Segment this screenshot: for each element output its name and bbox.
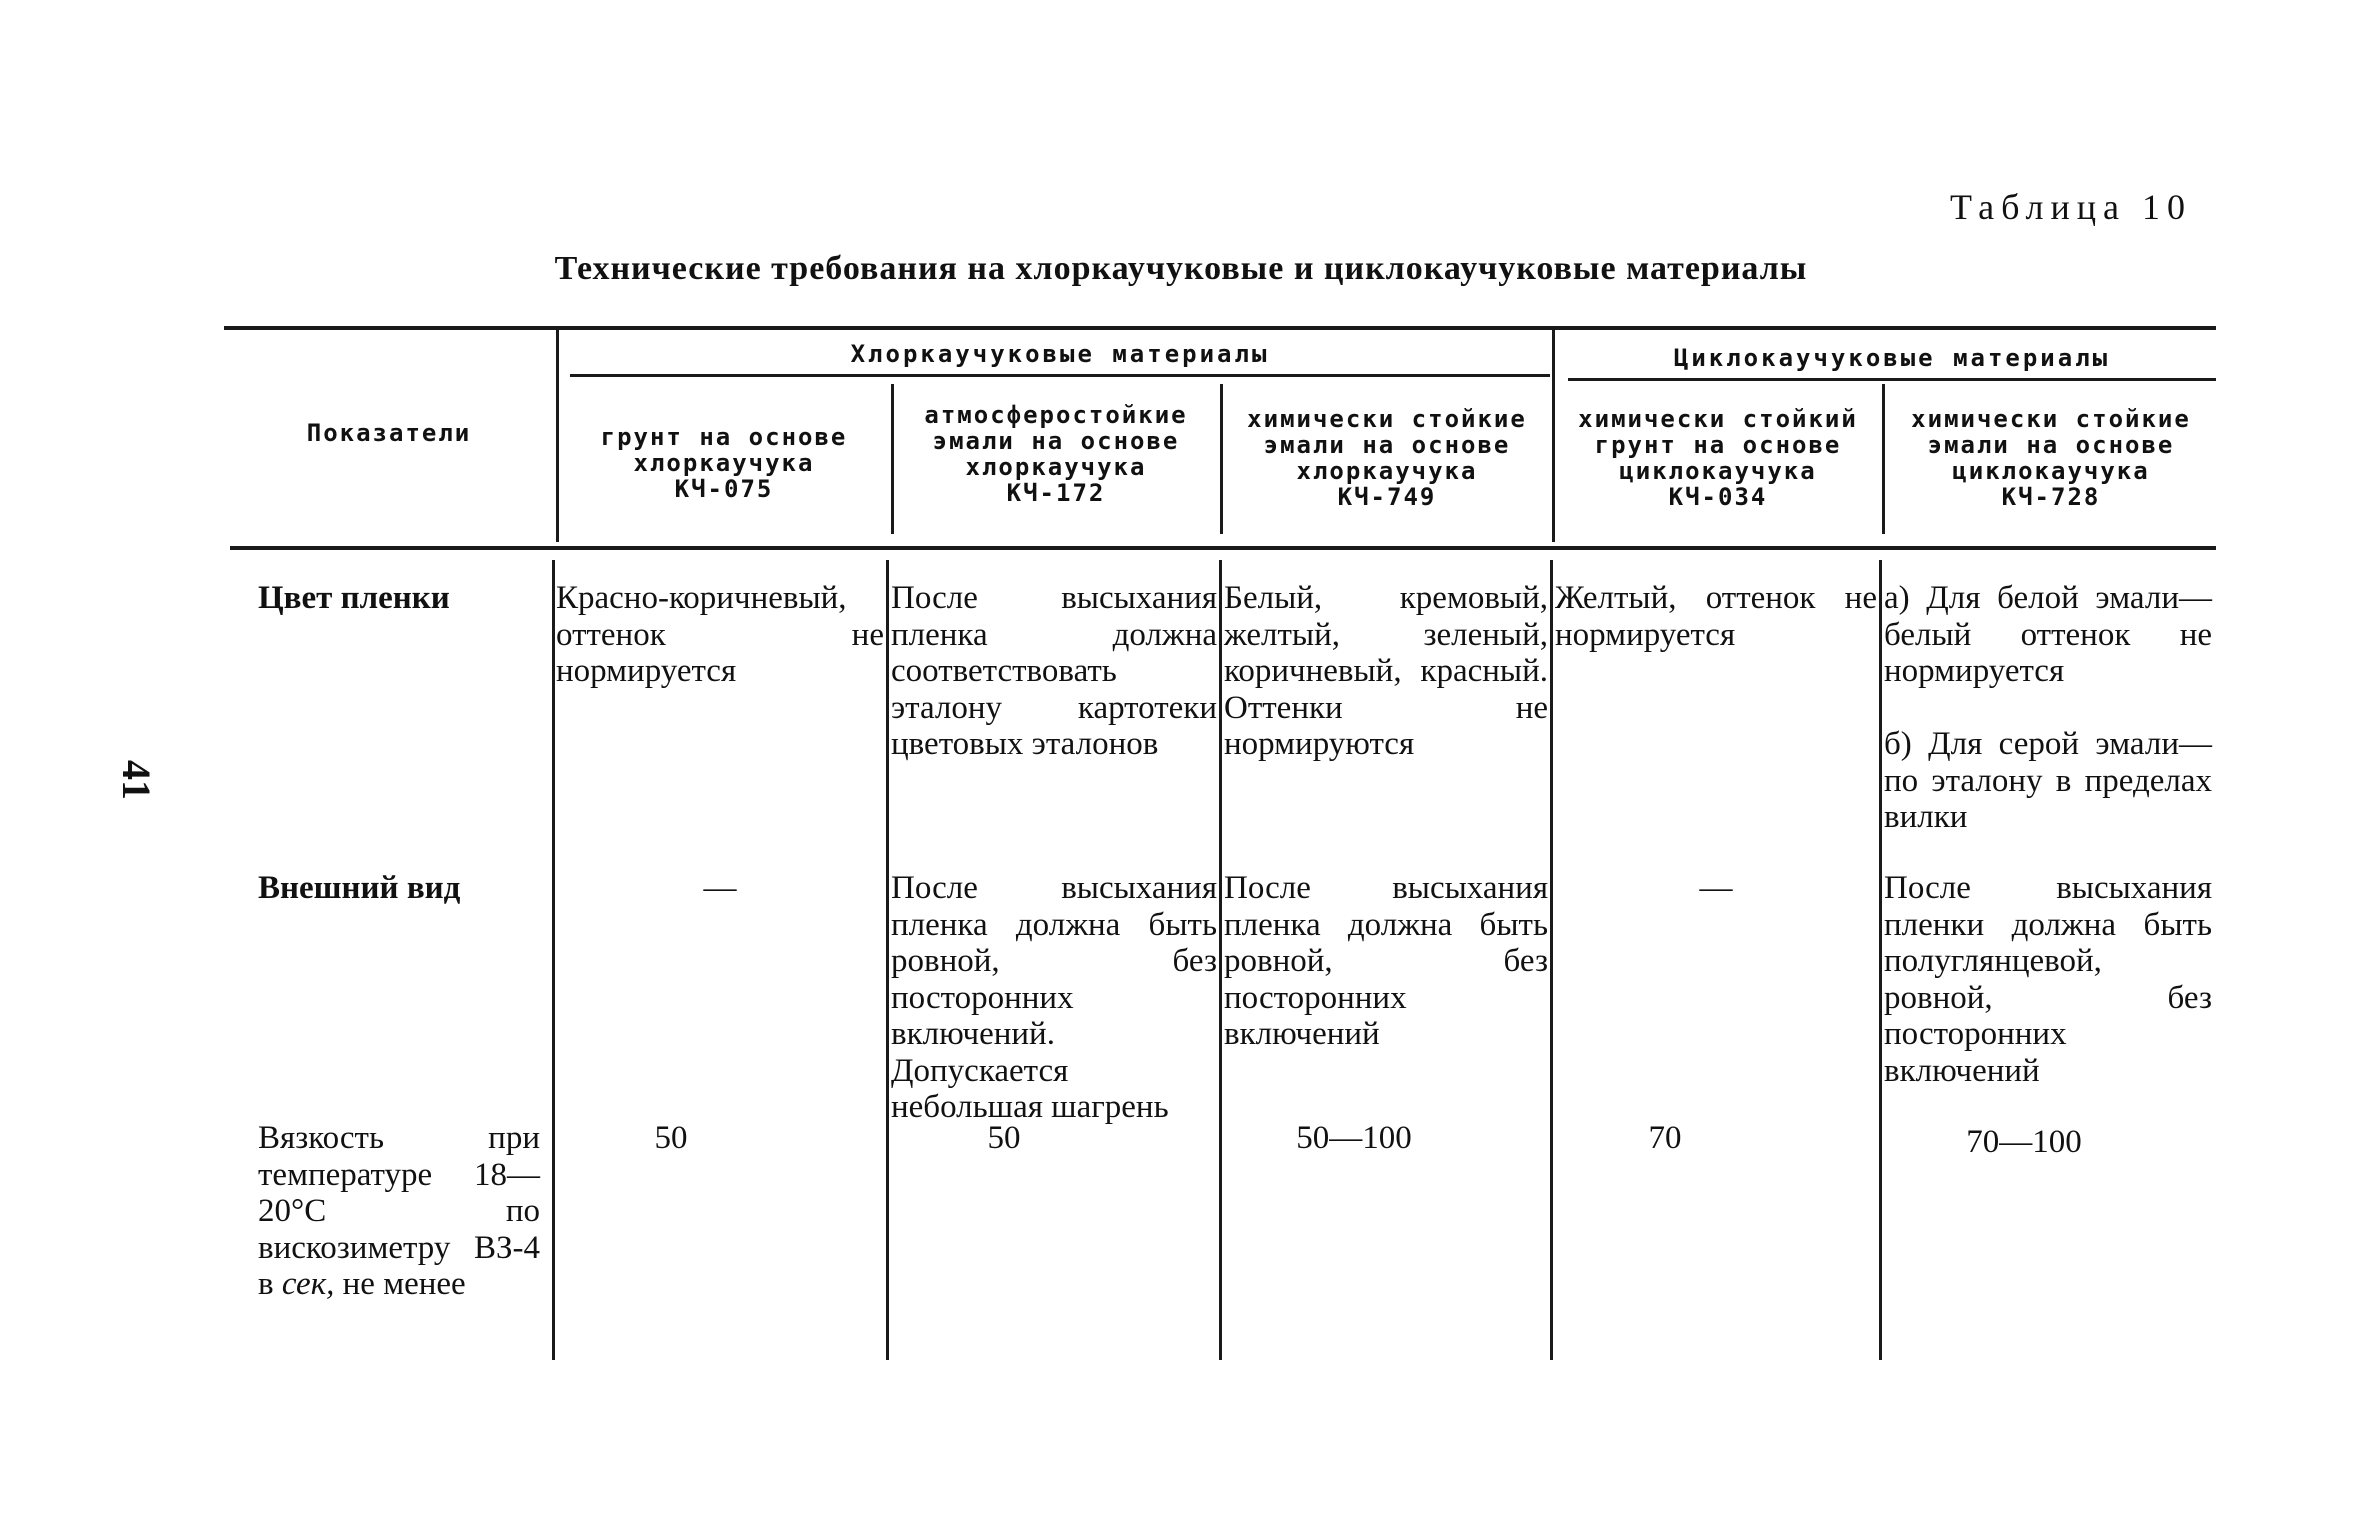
header-divider-1 xyxy=(891,384,894,534)
row-label-viscosity: Вязкость при температуре 18—20°С по вискозиметру ВЗ-4 в сек, не менее xyxy=(258,1120,540,1302)
body-divider-3 xyxy=(1550,560,1553,1360)
table-number: Таблица 10 xyxy=(1950,187,2192,227)
row-label-color: Цвет пленки xyxy=(258,580,450,616)
table-title: Технические требования на хлоркаучуковые и циклокаучуковые материалы xyxy=(554,250,1808,287)
body-divider-1 xyxy=(886,560,889,1360)
appearance-col5: После высыхания пленки должна быть полуглянцевой, ровной, без посторонних включений xyxy=(1884,870,2212,1089)
header-col3: химически стойкие эмали на основе хлоркаучука КЧ-749 xyxy=(1247,405,1527,511)
viscosity-col4: 70 xyxy=(1648,1120,1682,1156)
viscosity-col1: 50 xyxy=(654,1120,688,1156)
body-divider-2 xyxy=(1219,560,1222,1360)
color-col5b: б) Для серой эмали—по эталону в пределах вилки xyxy=(1884,726,2212,835)
viscosity-col5: 70—100 xyxy=(1966,1124,2082,1160)
group-rule-chloro xyxy=(570,374,1550,377)
group-rule-cyclo xyxy=(1568,378,2216,381)
appearance-col3: После высыхания пленка должна быть ровной, без посторонних включений xyxy=(1224,870,1548,1052)
header-col2: атмосферостойкие эмали на основе хлоркаучука КЧ-172 xyxy=(924,401,1188,507)
appearance-col1: — xyxy=(703,870,737,906)
viscosity-col3: 50—100 xyxy=(1296,1120,1412,1156)
color-col3: Белый, кремовый, желтый, зеленый, коричневый, красный. Оттенки не нормируются xyxy=(1224,580,1548,762)
header-divider-3 xyxy=(1552,330,1555,542)
header-col5: химически стойкие эмали на основе циклокаучука КЧ-728 xyxy=(1911,405,2191,511)
color-col2: После высыхания пленка должна соответствовать эталону картотеки цветовых эталонов xyxy=(891,580,1217,762)
header-divider-4 xyxy=(1882,384,1885,534)
viscosity-unit: сек, xyxy=(281,1266,335,1302)
header-col1: грунт на основе хлоркаучука КЧ-075 xyxy=(600,423,848,503)
header-bottom-rule xyxy=(230,546,2216,550)
header-indicator: Показатели xyxy=(306,419,472,447)
top-rule xyxy=(224,326,2216,330)
header-divider-2 xyxy=(1220,384,1223,534)
color-col1: Красно-коричневый, оттенок не нормируется xyxy=(556,580,884,689)
viscosity-col2: 50 xyxy=(987,1120,1021,1156)
body-divider-4 xyxy=(1879,560,1882,1360)
appearance-col2: После высыхания пленка должна быть ровной, без посторонних включений. Допускается небольшая шагрень xyxy=(891,870,1217,1125)
header-col4: химически стойкий грунт на основе циклокаучука КЧ-034 xyxy=(1578,405,1858,511)
header-group-cyclo: Циклокаучуковые материалы xyxy=(1673,344,2111,372)
header-divider-0 xyxy=(556,330,559,542)
body-divider-0 xyxy=(552,560,555,1360)
row-label-appearance: Внешний вид xyxy=(258,870,461,906)
appearance-col4: — xyxy=(1699,870,1733,906)
header-group-chloro: Хлоркаучуковые материалы xyxy=(850,340,1270,368)
color-col4: Желтый, оттенок не нормируется xyxy=(1555,580,1877,653)
color-col5a: а) Для белой эмали—белый оттенок не нормируется xyxy=(1884,580,2212,689)
page-number: 41 xyxy=(114,760,159,800)
